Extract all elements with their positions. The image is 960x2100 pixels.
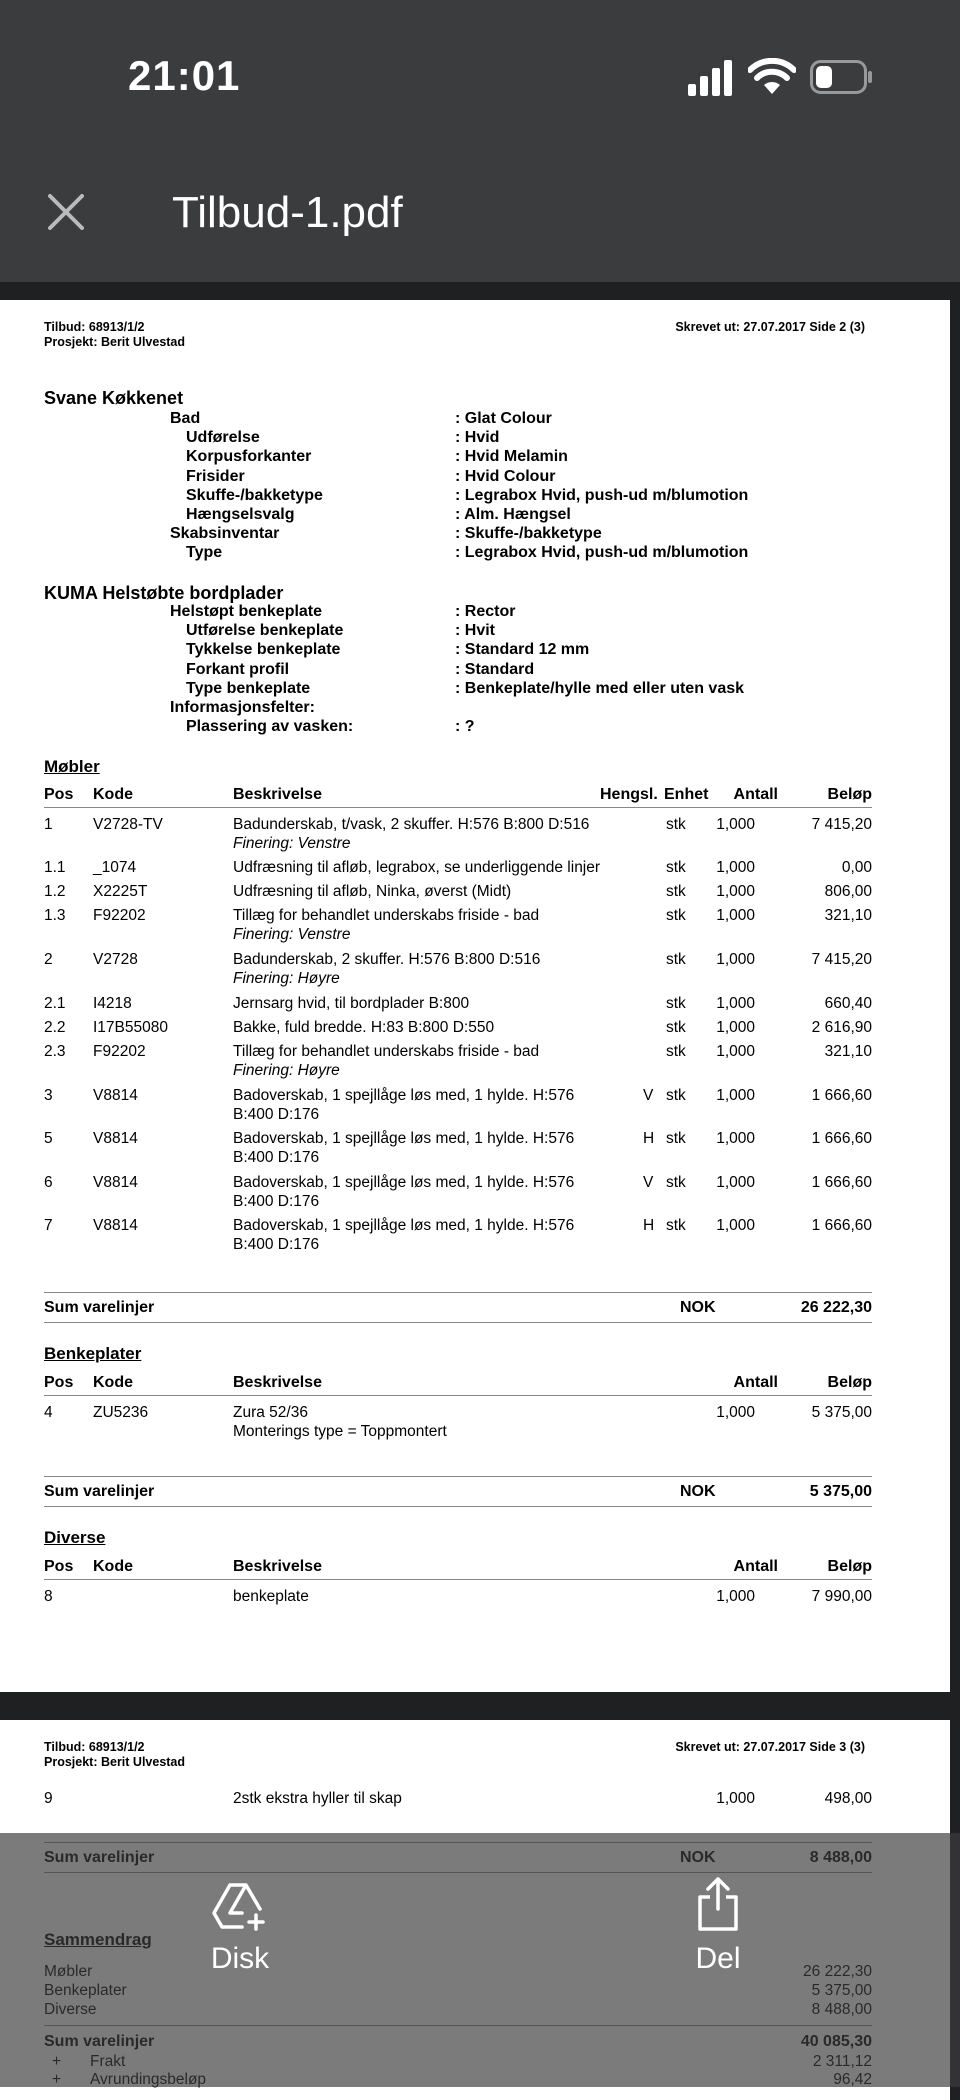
pdf-page-2 [0,300,950,1692]
col-antall: Antall [733,786,778,803]
sum-divider-bottom [44,1322,872,1323]
p3-pos: 9 [44,1790,53,1807]
header-divider [44,1579,872,1580]
share-icon [696,1877,740,1931]
spec-value: : Hvit [455,622,495,640]
row-enhet: stk [666,1087,686,1104]
mobler-sum-label: Sum varelinjer [44,1299,155,1316]
row-antall: 1,000 [716,951,755,968]
spec-label: Forkant profil [186,660,290,678]
row-kode: V8814 [93,1130,138,1147]
spec-value: : Benkeplate/hylle med eller uten vask [455,679,745,697]
row-antall: 1,000 [716,1130,755,1147]
row-kode: I4218 [93,995,132,1012]
spec-label: Type [186,544,223,562]
col-enhet: Enhet [664,786,709,803]
spec-value: : Hvid Melamin [455,448,568,466]
row-antall: 1,000 [716,1087,755,1104]
row-desc2: Finering: Høyre [233,1062,340,1079]
row-enhet: stk [666,907,686,924]
spec-label: Plassering av vasken: [186,718,354,736]
row-pos: 5 [44,1130,53,1147]
div-antall: 1,000 [716,1588,755,1605]
row-hengsl: H [643,1217,655,1234]
col-belop: Beløp [827,1558,872,1575]
col-kode: Kode [93,786,133,803]
row-belop: 1 666,60 [811,1130,872,1147]
share-button[interactable] [676,1877,760,1976]
row-antall: 1,000 [716,1043,755,1060]
col-beskrivelse: Beskrivelse [233,786,322,803]
spec-value: : Alm. Hængsel [455,506,571,523]
row-belop: 321,10 [824,1043,872,1060]
col-pos: Pos [44,1374,74,1391]
spec-value: : Hvid [455,429,500,447]
col-kode: Kode [93,1558,133,1575]
row-kode: V8814 [93,1087,138,1104]
row-desc2: B:400 D:176 [233,1149,320,1166]
spec-value: : Standard [455,660,535,678]
spec-value: : Hvid Colour [455,467,556,485]
col-belop: Beløp [827,786,872,803]
row-pos: 3 [44,1087,53,1104]
row-enhet: stk [666,1130,686,1147]
mobler-sum-currency: NOK [680,1299,716,1316]
row-pos: 2.2 [44,1019,66,1036]
spec-label: Helstøpt benkeplate [170,603,323,620]
row-desc: Badoverskab, 1 spejllåge løs med, 1 hylde. H:576 [233,1217,575,1234]
row-belop: 1 666,60 [811,1174,872,1191]
benk-sum-label: Sum varelinjer [44,1483,155,1500]
row-pos: 1.2 [44,883,66,900]
row-kode: F92202 [93,907,146,924]
row-enhet: stk [666,883,686,900]
row-pos: 2.3 [44,1043,66,1060]
row-desc: Badoverskab, 1 spejllåge løs med, 1 hylde. H:576 [233,1087,575,1104]
col-hengsl: Hengsl. [600,786,658,803]
benkeplater-section-title: Benkeplater [44,1344,142,1363]
benk-desc2: Monterings type = Toppmontert [233,1423,447,1440]
row-antall: 1,000 [716,907,755,924]
spec-label: Informasjonsfelter: [170,699,315,716]
spec-label: Utførelse benkeplate [186,622,344,640]
row-enhet: stk [666,816,686,833]
row-enhet: stk [666,1019,686,1036]
row-kode: _1074 [93,859,137,876]
action-overlay [0,1833,960,2087]
spec-value: : Glat Colour [455,410,552,427]
cellular-signal-icon [688,60,734,96]
row-desc2: B:400 D:176 [233,1193,320,1210]
spec-value: : ? [455,718,475,736]
row-desc: Bakke, fuld bredde. H:83 B:800 D:550 [233,1019,495,1036]
spec-label: Bad [170,410,201,427]
row-belop: 1 666,60 [811,1217,872,1234]
spec-value: : Rector [455,603,516,620]
tilbud-number: Tilbud: 68913/1/2 [44,320,145,334]
row-kode: V8814 [93,1217,138,1234]
row-kode: I17B55080 [93,1019,168,1036]
row-pos: 1.3 [44,907,66,924]
spec-label: Tykkelse benkeplate [186,641,341,659]
row-pos: 7 [44,1217,53,1234]
benk-belop: 5 375,00 [811,1404,872,1421]
p3-belop: 498,00 [824,1790,872,1807]
row-antall: 1,000 [716,995,755,1012]
disk-button[interactable] [198,1881,282,1976]
row-pos: 1.1 [44,859,66,876]
drive-add-icon [212,1881,268,1931]
p3-antall: 1,000 [716,1790,755,1807]
svane-title: Svane Køkkenet [44,388,184,408]
row-hengsl: V [643,1174,654,1191]
spec-label: Udførelse [186,429,260,447]
row-desc: Badunderskab, 2 skuffer. H:576 B:800 D:516 [233,951,541,968]
col-beskrivelse: Beskrivelse [233,1374,322,1391]
header-divider [44,807,872,808]
col-beskrivelse: Beskrivelse [233,1558,322,1575]
document-title: Tilbud-1.pdf [172,188,403,237]
row-hengsl: H [643,1130,655,1147]
row-desc: Badunderskab, t/vask, 2 skuffer. H:576 B:800 D:516 [233,816,590,833]
row-belop: 1 666,60 [811,1087,872,1104]
printed-info: Skrevet ut: 27.07.2017 Side 3 (3) [675,1740,865,1754]
row-desc: Jernsarg hvid, til bordplader B:800 [233,995,470,1012]
row-hengsl: V [643,1087,654,1104]
project-name: Prosjekt: Berit Ulvestad [44,335,186,349]
sum-divider-top [44,1292,872,1293]
col-pos: Pos [44,1558,74,1575]
col-pos: Pos [44,786,74,803]
row-belop: 660,40 [824,995,872,1012]
row-enhet: stk [666,1043,686,1060]
spec-label: Hængselsvalg [186,506,295,523]
printed-info: Skrevet ut: 27.07.2017 Side 2 (3) [675,320,865,334]
row-pos: 1 [44,816,53,833]
close-icon[interactable] [44,190,88,234]
row-desc2: Finering: Høyre [233,970,340,987]
row-desc2: Finering: Venstre [233,835,351,852]
row-desc: Badoverskab, 1 spejllåge løs med, 1 hylde. H:576 [233,1130,575,1147]
project-name: Prosjekt: Berit Ulvestad [44,1755,186,1769]
row-belop: 7 415,20 [811,816,872,833]
row-kode: V8814 [93,1174,138,1191]
div-belop: 7 990,00 [811,1588,872,1605]
battery-icon [810,60,874,94]
row-pos: 2.1 [44,995,66,1012]
row-antall: 1,000 [716,816,755,833]
disk-label: Disk [210,1942,270,1975]
row-enhet: stk [666,1174,686,1191]
row-kode: V2728-TV [93,816,163,833]
sum-divider-top [44,1476,872,1477]
row-antall: 1,000 [716,1019,755,1036]
row-kode: F92202 [93,1043,146,1060]
sum-divider-bottom [44,1506,872,1507]
row-desc: Tillæg for behandlet underskabs friside - bad [233,1043,540,1060]
benk-desc: Zura 52/36 [233,1404,308,1421]
row-desc: Udfræsning til afløb, Ninka, øverst (Midt) [233,883,512,900]
row-belop: 2 616,90 [811,1019,872,1036]
viewer-header [0,160,960,282]
row-belop: 7 415,20 [811,951,872,968]
status-time: 21:01 [128,52,241,99]
row-desc2: Finering: Venstre [233,926,351,943]
header-divider [44,1395,872,1396]
row-pos: 6 [44,1174,53,1191]
benk-sum-value: 5 375,00 [809,1483,872,1500]
row-antall: 1,000 [716,859,755,876]
row-desc: Badoverskab, 1 spejllåge løs med, 1 hylde. H:576 [233,1174,575,1191]
col-kode: Kode [93,1374,133,1391]
row-antall: 1,000 [716,1217,755,1234]
row-desc: Tillæg for behandlet underskabs friside - bad [233,907,540,924]
benk-pos: 4 [44,1404,53,1421]
col-belop: Beløp [827,1374,872,1391]
spec-label: Frisider [186,467,245,485]
mobler-section-title: Møbler [44,757,100,776]
row-antall: 1,000 [716,883,755,900]
row-belop: 806,00 [824,883,872,900]
benk-kode: ZU5236 [93,1404,149,1421]
benk-sum-currency: NOK [680,1483,716,1500]
row-antall: 1,000 [716,1174,755,1191]
diverse-section-title: Diverse [44,1528,106,1547]
tilbud-number: Tilbud: 68913/1/2 [44,1740,145,1754]
spec-value: : Legrabox Hvid, push-ud m/blumotion [455,486,749,504]
p3-desc: 2stk ekstra hyller til skap [233,1790,402,1807]
row-enhet: stk [666,1217,686,1234]
spec-value: : Legrabox Hvid, push-ud m/blumotion [455,544,749,562]
row-enhet: stk [666,951,686,968]
row-kode: X2225T [93,883,148,900]
row-pos: 2 [44,951,53,968]
spec-value: : Standard 12 mm [455,641,590,659]
spec-value: : Skuffe-/bakketype [455,525,602,543]
status-bar [0,0,960,160]
row-enhet: stk [666,859,686,876]
row-kode: V2728 [93,951,138,968]
row-belop: 0,00 [841,859,872,876]
div-desc: benkeplate [233,1588,309,1605]
row-desc: Udfræsning til afløb, legrabox, se underliggende linjer [233,859,601,876]
mobler-sum-value: 26 222,30 [800,1299,872,1316]
div-pos: 8 [44,1588,53,1605]
spec-label: Skabsinventar [170,525,280,543]
wifi-icon [748,58,796,96]
spec-label: Skuffe-/bakketype [186,486,323,504]
benk-antall: 1,000 [716,1404,755,1421]
col-antall: Antall [733,1374,778,1391]
row-enhet: stk [666,995,686,1012]
row-desc2: B:400 D:176 [233,1106,320,1123]
spec-label: Type benkeplate [186,679,311,697]
kuma-title: KUMA Helstøbte bordplader [44,583,284,603]
col-antall: Antall [733,1558,778,1575]
row-desc2: B:400 D:176 [233,1236,320,1253]
row-belop: 321,10 [824,907,872,924]
share-label: Del [695,1942,741,1975]
spec-label: Korpusforkanter [186,448,312,466]
